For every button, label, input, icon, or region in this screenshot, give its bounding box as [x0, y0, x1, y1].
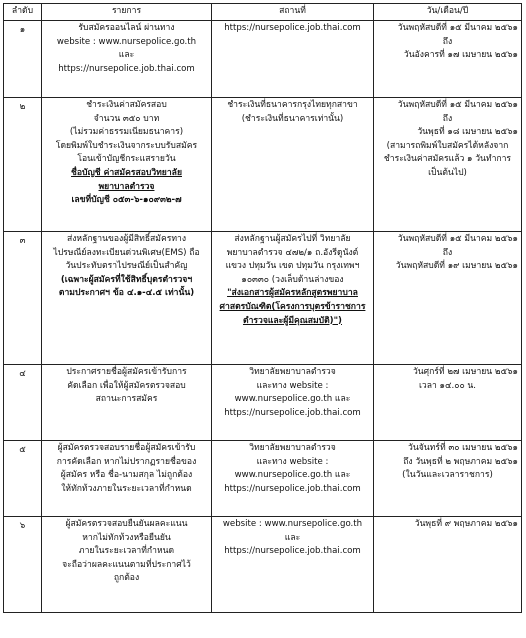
item-line: ตามประกาศฯ ข้อ ๔.๑-๔.๕ เท่านั้น) — [58, 288, 195, 299]
item-line: ถูกต้อง — [113, 573, 140, 584]
place-line: ตำรวจและผู้มีคุณสมบัติ)") — [242, 315, 342, 326]
item-cell — [42, 98, 212, 232]
account-name: ชื่อบัญชี ค่าสมัครสอบวิทยาลัย — [71, 167, 182, 178]
place-line: และทาง website : — [256, 380, 329, 391]
date-cell — [374, 232, 522, 365]
place-line: ส่งหลักฐานผู้สมัครไปที่ วิทยาลัย — [234, 234, 351, 244]
place-line: https://nursepolice.job.thai.com — [224, 546, 361, 557]
date-line: ถึง — [442, 36, 453, 47]
date-line: วันศุกร์ที่ ๒๗ เมษายน ๒๕๖๑ — [412, 367, 518, 377]
item-line: ชำระเงินค่าสมัครสอบ — [86, 100, 167, 110]
row-number: ๕ — [4, 441, 42, 517]
table-row — [4, 365, 522, 441]
item-line: ให้ทักท้วงภายในระยะเวลาที่กำหนด — [61, 483, 192, 494]
schedule-table — [3, 3, 522, 613]
place-line: ชำระเงินที่ธนาคารกรุงไทยทุกสาขา — [227, 100, 358, 110]
date-line: วันพฤหัสบดีที่ ๑๕ มีนาคม ๒๕๖๑ — [397, 100, 518, 110]
date-line: (ในวันและเวลาราชการ) — [402, 470, 493, 481]
place-line: website : www.nursepolice.go.th — [222, 519, 363, 529]
table-row — [4, 441, 522, 517]
date-cell — [374, 21, 522, 98]
date-cell — [374, 517, 522, 613]
table-row — [4, 21, 522, 98]
row-number: ๒ — [4, 98, 42, 232]
header-row — [4, 4, 522, 21]
place-line: และทาง website : — [256, 456, 329, 467]
place-line: www.nursepolice.go.th และ — [234, 470, 351, 481]
item-line: ประกาศรายชื่อผู้สมัครเข้ารับการ — [66, 367, 187, 377]
date-line: (สามารถพิมพ์ใบสมัครได้หลังจาก — [386, 140, 509, 151]
item-line: การคัดเลือก หากไม่ปรากฏรายชื่อของ — [56, 456, 197, 467]
place-cell — [212, 98, 374, 232]
date-line: ถึง วันพุธที่ ๒ พฤษภาคม ๒๕๖๑ — [403, 456, 518, 467]
place-line: ศาสตรบัณฑิต(โครงการบุตรข้าราชการ — [219, 301, 366, 312]
date-cell — [374, 441, 522, 517]
date-line: วันอังคารที่ ๑๗ เมษายน ๒๕๖๑ — [403, 50, 518, 61]
date-line: วันพฤหัสบดีที่ ๑๙ เมษายน ๒๕๖๑ — [395, 261, 518, 272]
place-line: ๑๐๓๓๐ (วงเล็บด้านล่างของ — [241, 274, 344, 285]
place-cell — [212, 365, 374, 441]
header-date: วัน/เดือน/ปี — [374, 4, 522, 21]
date-line: เวลา ๑๔.๐๐ น. — [418, 380, 477, 391]
place-cell — [212, 232, 374, 365]
date-line: วันพฤหัสบดีที่ ๑๕ มีนาคม ๒๕๖๑ — [397, 234, 518, 244]
date-line: วันพฤหัสบดีที่ ๑๕ มีนาคม ๒๕๖๑ — [397, 23, 518, 33]
date-line: วันพุธที่ ๙ พฤษภาคม ๒๕๖๑ — [414, 519, 518, 529]
item-line: ไปรษณีย์ลงทะเบียนด่วนพิเศษ(EMS) ถือ — [53, 247, 200, 258]
item-line: จะถือว่าผลคะแนนตามที่ประกาศไว้ — [62, 559, 191, 570]
item-line: โดยพิมพ์ใบชำระเงินจากระบบรับสมัคร — [55, 140, 198, 151]
account-number: เลขที่บัญชี ๐๕๓-๖-๑๐๙๓๒-๗ — [71, 195, 182, 206]
place-line: "ส่งเอกสารผู้สมัครหลักสูตรพยาบาล — [227, 288, 358, 299]
header-item: รายการ — [42, 4, 212, 21]
item-line: (เฉพาะผู้สมัครที่ใช้สิทธิ์บุตรตำรวจฯ — [60, 274, 193, 285]
place-cell — [212, 517, 374, 613]
date-line: ชำระเงินค่าสมัครแล้ว ๑ วันทำการ — [383, 154, 512, 165]
place-line: และ — [284, 532, 301, 543]
place-line: (ชำระเงินที่ธนาคารเท่านั้น) — [241, 113, 344, 124]
date-line: วันพุธที่ ๑๘ เมษายน ๒๕๖๑ — [417, 127, 518, 138]
item-line: และ — [118, 50, 135, 61]
item-cell — [42, 365, 212, 441]
place-line: https://nursepolice.job.thai.com — [224, 407, 361, 418]
item-line: ภายในระยะเวลาที่กำหนด — [78, 546, 175, 557]
place-line: พยาบาลตำรวจ ๔๗๒/๑ ถ.อังรีดูนังต์ — [226, 247, 359, 258]
place-line: https://nursepolice.job.thai.com — [224, 483, 361, 494]
header-order: ลำดับ — [4, 4, 42, 21]
place-line: แขวง ปทุมวัน เขต ปทุมวัน กรุงเทพฯ — [225, 261, 360, 272]
place-cell — [212, 21, 374, 98]
table-row — [4, 517, 522, 613]
place-line: วิทยาลัยพยาบาลตำรวจ — [249, 443, 336, 453]
item-line: รับสมัครออนไลน์ ผ่านทาง — [78, 23, 175, 33]
item-line: หากไม่ทักท้วงหรือยืนยัน — [82, 532, 171, 543]
header-place: สถานที่ — [212, 4, 374, 21]
item-line: (ไม่รวมค่าธรรมเนียมธนาคาร) — [69, 127, 184, 138]
item-line: ส่งหลักฐานของผู้มีสิทธิ์สมัครทาง — [66, 234, 187, 244]
item-cell — [42, 21, 212, 98]
place-cell — [212, 441, 374, 517]
place-line: https://nursepolice.job.thai.com — [224, 23, 361, 33]
table-row — [4, 98, 522, 232]
date-line: เป็นต้นไป) — [428, 167, 467, 178]
item-line: ผู้สมัครตรวจสอบรายชื่อผู้สมัครเข้ารับ — [57, 443, 196, 453]
date-line: ถึง — [442, 247, 453, 258]
item-line: จำนวน ๓๕๐ บาท — [93, 113, 160, 124]
table-row — [4, 232, 522, 365]
item-cell — [42, 517, 212, 613]
item-line: ผู้สมัครตรวจสอบยืนยันผลคะแนน — [65, 519, 188, 529]
item-line: ผู้สมัคร หรือ ชื่อ-นามสกุล ไม่ถูกต้อง — [60, 470, 193, 481]
date-line: วันจันทร์ที่ ๓๐ เมษายน ๒๕๖๑ — [408, 443, 518, 453]
item-line: คัดเลือก เพื่อให้ผู้สมัครตรวจสอบ — [67, 380, 186, 391]
item-cell — [42, 441, 212, 517]
date-cell — [374, 98, 522, 232]
item-line: โอนเข้าบัญชีกระแสรายวัน — [77, 154, 176, 165]
date-cell — [374, 365, 522, 441]
date-line: ถึง — [442, 113, 453, 124]
item-line: สถานะการสมัคร — [95, 394, 158, 405]
item-cell — [42, 232, 212, 365]
row-number: ๔ — [4, 365, 42, 441]
account-name-cont: พยาบาลตำรวจ — [98, 181, 155, 192]
place-line: www.nursepolice.go.th และ — [234, 394, 351, 405]
item-line: https://nursepolice.job.thai.com — [58, 63, 195, 74]
row-number: ๑ — [4, 21, 42, 98]
item-line: วันประทับตราไปรษณีย์เป็นสำคัญ — [65, 261, 188, 272]
row-number: ๖ — [4, 517, 42, 613]
place-line: วิทยาลัยพยาบาลตำรวจ — [249, 367, 336, 377]
item-line: website : www.nursepolice.go.th — [56, 36, 197, 47]
row-number: ๓ — [4, 232, 42, 365]
